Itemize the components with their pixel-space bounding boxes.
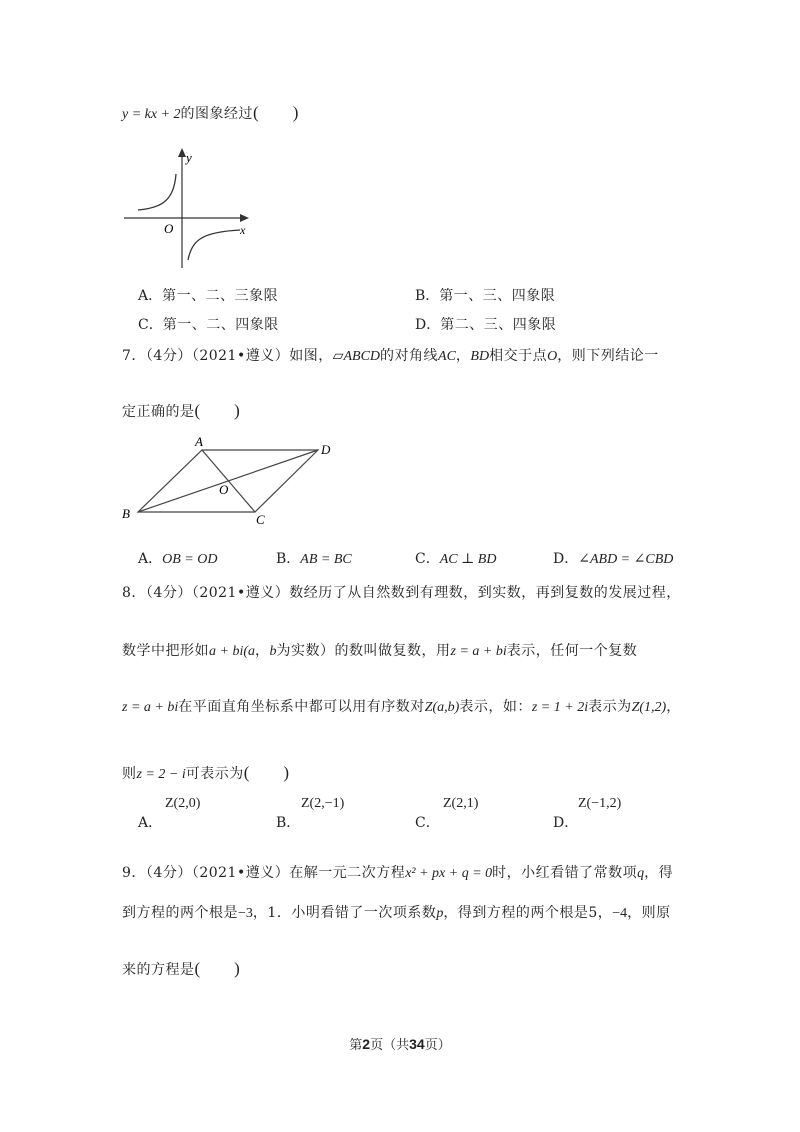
q7-comma: ， — [455, 348, 471, 364]
q7-option-d — [553, 548, 673, 568]
q8-line3-math2: Z(a,b) — [424, 700, 460, 715]
option-letter: B． — [415, 288, 440, 304]
q7-label-o: O — [219, 482, 229, 497]
q8-line4-b: 可表示为 — [185, 766, 244, 782]
q7-o: O — [547, 349, 558, 364]
q6-option-b — [415, 285, 555, 305]
q7-parallelogram-figure — [118, 430, 348, 526]
q8-line1: 8．（4分）（2021•遵义）数经历了从自然数到有理数，到实数，再到复数的发展过程， — [122, 585, 681, 601]
q8-line3-math3: z = 1 + 2i — [531, 700, 589, 715]
q6-option-d — [415, 314, 556, 334]
q8-line2-a: 数学中把形如 — [122, 643, 209, 659]
option-math: OB = OD — [162, 552, 218, 567]
q8-line3 — [122, 696, 681, 716]
option-text: 第一、三、四象限 — [439, 288, 556, 304]
q8-line2-c: 为实数）的数叫做复数，用 — [276, 643, 451, 659]
q9-line2-a: 到方程的两个根是 — [122, 905, 238, 921]
option-letter: D． — [553, 551, 579, 567]
q8-line4-math: z = 2 − i — [136, 767, 186, 782]
q6-label-o: O — [164, 221, 174, 236]
q9-line1-math: x² + px + q = 0 — [405, 866, 493, 881]
q7-label-d: D — [321, 442, 331, 457]
option-math: AB = BC — [300, 552, 352, 567]
q8-line2 — [122, 640, 637, 660]
q9-line1 — [122, 862, 673, 882]
footer-mid: 页（共 — [370, 1038, 410, 1053]
q9-line1-a: 9．（4分）（2021•遵义）在解一元二次方程 — [122, 865, 406, 881]
option-letter: C． — [138, 317, 163, 333]
q8-line2-math3: z = a + bi — [450, 644, 507, 659]
q8-line2-math2: b — [269, 644, 277, 659]
q7-line1 — [122, 345, 659, 365]
q7-mid2: 相交于点 — [489, 348, 548, 364]
q6-paren: ( ) — [253, 103, 299, 122]
q8-line2-b: ， — [255, 643, 270, 659]
q7-ac: AC — [438, 349, 456, 364]
q6-option-c — [138, 314, 279, 334]
footer-pre: 第 — [349, 1038, 363, 1053]
option-letter: D． — [415, 317, 441, 333]
q9-line1-b: 时，小红看错了常数项 — [492, 865, 638, 881]
option-letter: C． — [415, 551, 440, 567]
q7-line2-text: 定正确的是 — [122, 404, 195, 420]
q8-line2-math1: a + bi(a — [209, 644, 255, 659]
option-text: 第一、二、三象限 — [162, 288, 279, 304]
q7-label-b: B — [122, 506, 130, 521]
q8-option-a-letter: A． — [138, 815, 163, 831]
q9-line2-p: p — [436, 906, 444, 921]
q6-stem — [122, 98, 298, 123]
q7-diagonal-bd — [138, 450, 318, 512]
q8-option-d-letter: D． — [553, 815, 579, 831]
q9-line2-d: ，则原 — [627, 905, 671, 921]
q8-paren: ( ) — [243, 763, 290, 782]
q7-option-c — [415, 548, 496, 568]
q9-line2 — [122, 902, 671, 922]
q7-paren: ( ) — [194, 401, 240, 420]
q7-label-c: C — [256, 512, 265, 526]
q9-line1-q: q — [637, 866, 645, 881]
q8-option-c-letter: C． — [415, 815, 440, 831]
q8-option-a-math: Z(2,0) — [165, 796, 201, 811]
footer-post: 页） — [424, 1038, 451, 1053]
q6-hyperbola-graph — [118, 144, 258, 272]
q8-option-d-math: Z(−1,2) — [578, 796, 622, 811]
q8-line3-c: 表示为 — [588, 699, 632, 715]
q8-line4-a: 则 — [122, 766, 137, 782]
q7-line2 — [122, 396, 240, 421]
q7-suffix: ，则下列结论一 — [557, 348, 659, 364]
q9-line3-a: 来的方程是 — [122, 962, 195, 978]
q8-line3-d: ， — [666, 699, 681, 715]
q6-stem-text: 的图象经过 — [180, 106, 254, 122]
q8-option-b-math: Z(2,−1) — [301, 796, 345, 811]
q9-line2-b: ，1．小明看错了一次项系数 — [252, 905, 437, 921]
q7-figure-name: ▱ABCD — [332, 349, 381, 364]
q7-prefix: 7．（4分）（2021•遵义）如图， — [122, 348, 333, 364]
q7-bd: BD — [470, 349, 490, 364]
q6-y-arrow — [178, 148, 186, 157]
q8-option-c-math: Z(2,1) — [443, 796, 479, 811]
q9-line2-m1: −3 — [238, 906, 253, 921]
option-math: AC ⊥ BD — [439, 552, 497, 567]
q8-line4 — [122, 758, 289, 783]
q9-line3 — [122, 954, 240, 979]
q9-line2-m2: −4 — [612, 906, 628, 921]
q6-branch-left — [138, 174, 176, 210]
option-math: ∠ABD = ∠CBD — [578, 552, 674, 567]
option-letter: A． — [138, 551, 163, 567]
q9-line1-c: ，得 — [644, 865, 674, 881]
q6-label-y: y — [186, 150, 192, 165]
q7-option-b — [276, 548, 352, 568]
q8-line3-math4: Z(1,2) — [631, 700, 667, 715]
q9-paren: ( ) — [194, 959, 240, 978]
q6-label-x: x — [240, 223, 246, 237]
q8-line3-a: 在平面直角坐标系中都可以用有序数对 — [178, 699, 425, 715]
footer-page-number: 2 — [362, 1036, 371, 1052]
q7-mid1: 的对角线 — [380, 348, 439, 364]
q6-branch-right — [188, 230, 240, 260]
page-footer — [0, 1034, 800, 1053]
option-text: 第一、二、四象限 — [162, 317, 279, 333]
q6-option-a — [138, 285, 278, 305]
q8-line3-math1: z = a + bi — [122, 700, 179, 715]
q6-stem-math: y = kx + 2 — [122, 107, 181, 122]
q6-x-arrow — [240, 214, 249, 222]
option-letter: B． — [276, 551, 301, 567]
q9-line2-c: ，得到方程的两个根是5， — [443, 905, 613, 921]
q7-label-a: A — [195, 434, 203, 449]
q8-option-b-letter: B． — [276, 815, 301, 831]
footer-total-pages: 34 — [409, 1036, 425, 1052]
q7-option-a — [138, 548, 217, 568]
option-text: 第二、三、四象限 — [440, 317, 557, 333]
option-letter: A． — [138, 288, 163, 304]
q8-line2-d: 表示，任何一个复数 — [506, 643, 638, 659]
q8-line3-b: 表示，如： — [459, 699, 532, 715]
